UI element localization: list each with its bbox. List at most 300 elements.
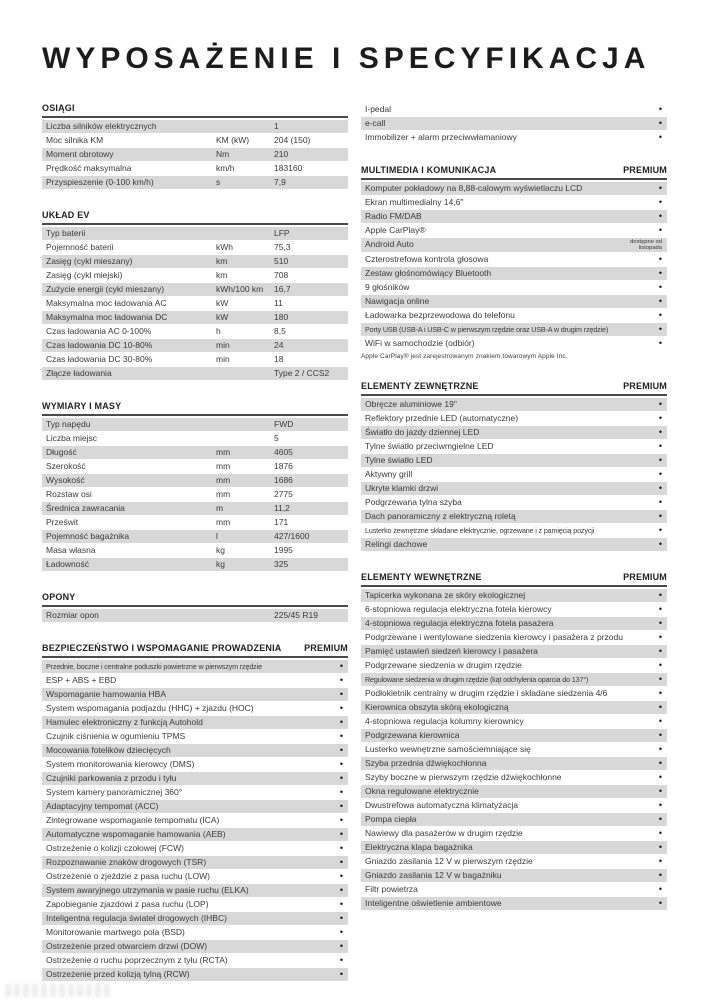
row-value: 204 (150) — [274, 134, 311, 145]
section-title: OSIĄGI — [42, 103, 75, 113]
row-value: 8,5 — [274, 325, 286, 336]
table-row — [361, 224, 667, 237]
row-label: Czujniki parkowania z przodu i tyłu — [46, 772, 177, 783]
row-value: Type 2 / CCS2 — [274, 367, 330, 378]
table-row — [361, 771, 667, 784]
row-label: Rozstaw osi — [46, 488, 92, 499]
row-label: Czujnik ciśnienia w ogumieniu TPMS — [46, 730, 186, 741]
feature-bullet: • — [658, 469, 662, 480]
feature-bullet: • — [339, 815, 343, 825]
row-unit: h — [216, 325, 221, 336]
row-label: System monitorowania kierowcy (DMS) — [46, 758, 195, 769]
section-title: BEZPIECZEŃSTWO I WSPOMAGANIE PROWADZENIA — [42, 643, 282, 653]
row-value: 4605 — [274, 446, 293, 457]
feature-bullet: • — [339, 675, 343, 685]
feature-bullet: • — [339, 661, 343, 671]
table-row — [42, 283, 348, 296]
row-label: Podgrzewana kierownica — [365, 730, 460, 741]
feature-bullet: • — [658, 427, 662, 438]
row-unit: km/h — [216, 162, 235, 173]
row-label: Hamulec elektroniczny z funkcją Autohold — [46, 716, 203, 727]
row-label: Automatyczne wspomaganie hamowania (AEB) — [46, 828, 226, 839]
row-value: 18 — [274, 353, 284, 364]
row-value: FWD — [274, 418, 294, 429]
table-row — [361, 827, 667, 840]
table-row — [361, 196, 667, 209]
feature-bullet: • — [339, 927, 343, 937]
row-value: 180 — [274, 311, 289, 322]
table-row — [361, 267, 667, 280]
feature-bullet: • — [658, 646, 662, 657]
feature-bullet: • — [658, 744, 662, 755]
feature-bullet: • — [339, 787, 343, 797]
feature-bullet: • — [658, 310, 662, 321]
section-title: UKŁAD EV — [42, 210, 90, 220]
feature-bullet: • — [658, 197, 662, 207]
table-row — [42, 418, 348, 431]
table-row — [361, 412, 667, 425]
row-value: 510 — [274, 255, 289, 266]
table-row — [361, 589, 667, 602]
row-value: 1 — [274, 120, 279, 131]
row-label: Wspomaganie hamowania HBA — [46, 688, 167, 699]
section-header — [361, 165, 667, 178]
section-wymiary-i-masy — [42, 401, 348, 571]
row-unit: kWh — [216, 241, 233, 252]
row-label: Elektryczna klapa bagażnika — [365, 842, 473, 853]
section-header — [42, 210, 348, 223]
table-row — [42, 297, 348, 310]
section-title: WYMIARY I MASY — [42, 401, 122, 411]
feature-bullet: • — [339, 703, 343, 713]
row-label: Nawiewy dla pasażerów w drugim rzędzie — [365, 828, 523, 839]
table-row — [42, 516, 348, 529]
row-label: Czterostrefowa kontrola głosowa — [365, 254, 489, 265]
table-row — [42, 940, 348, 953]
section-title: MULTIMEDIA I KOMUNIKACJA — [361, 165, 497, 175]
table-row — [361, 897, 667, 910]
feature-bullet: • — [658, 539, 662, 550]
row-label: Okna regulowane elektrycznie — [365, 786, 479, 797]
table-row — [361, 253, 667, 266]
table-row — [361, 131, 667, 144]
row-label: Inteligentne oświetlenie ambientowe — [365, 898, 502, 909]
row-value: 1686 — [274, 474, 293, 485]
feature-bullet: • — [339, 899, 343, 909]
row-value: 5 — [274, 432, 279, 443]
section-footnote: Apple CarPlay® jest zarejestrowanym znakiem towarowym Apple Inc. — [361, 353, 568, 361]
row-label: Długość — [46, 446, 77, 457]
premium-label: PREMIUM — [623, 165, 667, 175]
row-unit: kW — [216, 311, 229, 322]
row-unit: min — [216, 339, 230, 350]
table-row — [361, 482, 667, 495]
row-label: ESP + ABS + EBD — [46, 674, 117, 685]
feature-bullet: • — [658, 842, 662, 853]
table-row — [361, 210, 667, 223]
feature-bullet: • — [658, 525, 662, 536]
premium-label: PREMIUM — [304, 643, 348, 653]
table-row — [42, 730, 348, 743]
row-label: Przednie, boczne i centralne poduszki powietrzne w pierwszym rzędzie — [46, 661, 262, 671]
row-label: Szyba przednia dźwiękochłonna — [365, 758, 487, 769]
table-row — [42, 758, 348, 771]
section-title: ELEMENTY ZEWNĘTRZNE — [361, 381, 479, 392]
feature-bullet: • — [658, 399, 662, 410]
row-label: Ostrzeżenie o kolizji czołowej (FCW) — [46, 842, 184, 853]
row-label: 4-stopniowa regulacja elektryczna fotela pasażera — [365, 618, 554, 629]
table-row — [42, 502, 348, 515]
row-label: 4-stopniowa regulacja kolumny kierownicy — [365, 716, 524, 727]
feature-bullet: • — [658, 455, 662, 466]
row-label: Gniazdo zasilania 12 V w pierwszym rzędzie — [365, 856, 533, 867]
table-row — [42, 716, 348, 729]
table-row — [42, 800, 348, 813]
table-row — [42, 688, 348, 701]
table-row — [361, 673, 667, 686]
row-label: I-pedal — [365, 103, 391, 114]
row-label: Podłokietnik centralny w drugim rzędzie i składane siedzenia 4/6 — [365, 688, 608, 699]
table-row — [361, 426, 667, 439]
row-value: LFP — [274, 227, 290, 238]
table-row — [361, 309, 667, 322]
section-header — [42, 103, 348, 116]
table-row — [42, 353, 348, 366]
row-label: Masa własna — [46, 544, 96, 555]
table-row — [361, 841, 667, 854]
feature-bullet: • — [658, 511, 662, 522]
section-rule — [42, 414, 348, 416]
row-unit: kg — [216, 558, 225, 569]
section-header — [42, 401, 348, 414]
row-label: Tapicerka wykonana ze skóry ekologicznej — [365, 590, 526, 601]
table-row — [361, 813, 667, 826]
table-row — [361, 281, 667, 294]
row-label: Zapobieganie zjazdowi z pasa ruchu (LOP) — [46, 898, 209, 909]
table-row — [42, 311, 348, 324]
table-row — [42, 856, 348, 869]
feature-bullet: • — [658, 604, 662, 615]
table-row — [361, 799, 667, 812]
table-row — [361, 631, 667, 644]
row-value: 210 — [274, 148, 289, 159]
row-label: Aktywny grill — [365, 469, 413, 480]
row-label: Podgrzewana tylna szyba — [365, 497, 462, 508]
feature-bullet: • — [658, 324, 662, 335]
table-row — [42, 367, 348, 380]
table-row — [42, 674, 348, 687]
table-row — [42, 162, 348, 175]
table-row — [42, 339, 348, 352]
feature-bullet: • — [658, 856, 662, 867]
section-elementy-zewnetrzne — [361, 381, 667, 551]
section-header — [42, 643, 348, 656]
row-value: 171 — [274, 516, 289, 527]
table-row — [42, 120, 348, 133]
row-unit: kW — [216, 297, 229, 308]
feature-bullet: • — [339, 731, 343, 741]
feature-bullet: • — [658, 441, 662, 452]
section-rule — [42, 116, 348, 118]
feature-bullet: • — [339, 941, 343, 951]
premium-label: PREMIUM — [623, 381, 667, 392]
row-label: 6-stopniowa regulacja elektryczna fotela kierowcy — [365, 604, 552, 615]
row-label: Rozpoznawanie znaków drogowych (TSR) — [46, 856, 207, 867]
table-row — [42, 814, 348, 827]
row-label: System wspomagania podjazdu (HHC) + zjazdu (HOC) — [46, 702, 254, 713]
row-label: Rozmiar opon — [46, 609, 99, 620]
row-label: Pompa ciepła — [365, 814, 417, 825]
feature-bullet: • — [658, 413, 662, 424]
row-label: Czas ładowania DC 30-80% — [46, 353, 153, 364]
table-row — [361, 238, 667, 252]
row-label: Średnica zawracania — [46, 502, 125, 513]
feature-bullet: • — [658, 814, 662, 825]
row-label: Zasięg (cykl miejski) — [46, 269, 123, 280]
row-unit: l — [216, 530, 218, 541]
row-value: 427/1600 — [274, 530, 310, 541]
feature-bullet: • — [339, 689, 343, 699]
table-row — [361, 883, 667, 896]
table-row — [361, 617, 667, 630]
table-row — [42, 968, 348, 981]
row-value: 24 — [274, 339, 284, 350]
row-label: Podgrzewane siedzenia w drugim rzędzie — [365, 660, 522, 671]
row-label: Mocowania fotelików dziecięcych — [46, 744, 171, 755]
row-label: Pojemność bagażnika — [46, 530, 130, 541]
row-label: Filtr powietrza — [365, 884, 418, 895]
feature-bullet: • — [658, 282, 662, 293]
feature-bullet: • — [658, 268, 662, 279]
row-label: Immobilizer + alarm przeciwwłamaniowy — [365, 131, 517, 142]
row-label: Liczba miejsc — [46, 432, 98, 443]
section-title: ELEMENTY WEWNĘTRZNE — [361, 572, 482, 583]
feature-bullet: • — [339, 955, 343, 965]
row-label: Typ napędu — [46, 418, 91, 429]
section-bezpieczenstwo-cd — [361, 103, 667, 144]
row-value: 75,3 — [274, 241, 291, 252]
row-label: Prędkość maksymalna — [46, 162, 132, 173]
table-row — [42, 926, 348, 939]
row-label: Android Auto — [365, 239, 414, 250]
row-label: Zasięg (cykl mieszany) — [46, 255, 133, 266]
table-row — [42, 786, 348, 799]
table-row — [361, 398, 667, 411]
feature-bullet: • — [658, 702, 662, 713]
section-header — [42, 592, 348, 605]
feature-bullet: • — [339, 885, 343, 895]
table-row — [42, 176, 348, 189]
row-label: Szerokość — [46, 460, 86, 471]
row-label: Przyspieszenie (0-100 km/h) — [46, 176, 154, 187]
feature-bullet: • — [658, 800, 662, 811]
section-title: OPONY — [42, 592, 76, 602]
row-label: Ładowność — [46, 558, 90, 569]
row-value: 183160 — [274, 162, 303, 173]
row-label: Czas ładowania DC 10-80% — [46, 339, 153, 350]
row-label: Prześwit — [46, 516, 79, 527]
section-opony — [42, 592, 348, 622]
row-unit: mm — [216, 474, 231, 485]
row-label: Kierownica obszyta skórą ekologiczną — [365, 702, 509, 713]
table-row — [42, 241, 348, 254]
row-label: Ostrzeżenie przed kolizją tylną (RCW) — [46, 968, 190, 979]
row-label: Ostrzeżenie przed otwarciem drzwi (DOW) — [46, 940, 208, 951]
section-elementy-wewnetrzne — [361, 572, 667, 910]
section-header — [361, 381, 667, 394]
table-row — [361, 524, 667, 537]
row-label: Lusterko zewnętrzne składane elektrycznie, ogrzewane i z pamięcią pozycji — [365, 526, 595, 536]
row-label: Maksymalna moc ładowania AC — [46, 297, 167, 308]
row-value: 11,2 — [274, 502, 290, 513]
feature-bullet: • — [658, 828, 662, 839]
feature-bullet: • — [658, 772, 662, 783]
feature-bullet: • — [339, 857, 343, 867]
row-label: Gniazdo zasilania 12 V w bagażniku — [365, 870, 502, 881]
table-row — [361, 295, 667, 308]
row-value: 2775 — [274, 488, 293, 499]
row-label: Nawigacja online — [365, 296, 430, 307]
right-column — [361, 103, 667, 931]
table-row — [42, 134, 348, 147]
feature-bullet: • — [339, 969, 343, 979]
table-row — [42, 828, 348, 841]
table-row — [42, 558, 348, 571]
table-row — [361, 743, 667, 756]
row-label: Szyby boczne w pierwszym rzędzie dźwiękochłonne — [365, 772, 562, 783]
table-row — [361, 440, 667, 453]
watermark — [5, 984, 111, 997]
row-label: Czas ładowania AC 0-100% — [46, 325, 152, 336]
table-row — [361, 510, 667, 523]
feature-bullet: • — [339, 759, 343, 769]
section-uklad-ev — [42, 210, 348, 380]
feature-bullet: • — [658, 497, 662, 508]
table-row — [361, 337, 667, 350]
feature-bullet: • — [658, 730, 662, 741]
table-row — [42, 842, 348, 855]
table-row — [361, 468, 667, 481]
row-label: Adaptacyjny tempomat (ACC) — [46, 800, 159, 811]
row-label: Ekran multimedialny 14,6" — [365, 196, 464, 207]
table-row — [42, 148, 348, 161]
row-unit: mm — [216, 460, 231, 471]
row-unit: s — [216, 176, 221, 187]
table-row — [361, 117, 667, 130]
table-row — [42, 474, 348, 487]
table-row — [42, 954, 348, 967]
table-row — [361, 715, 667, 728]
row-label: Dwustrefowa automatyczna klimatyzacja — [365, 800, 519, 811]
table-row — [361, 855, 667, 868]
table-row — [42, 702, 348, 715]
row-label: Maksymalna moc ładowania DC — [46, 311, 168, 322]
row-value: 1876 — [274, 460, 293, 471]
row-label: WiFi w samochodzie (odbiór) — [365, 338, 475, 349]
table-row — [42, 898, 348, 911]
table-row — [42, 870, 348, 883]
row-label: Pamięć ustawień siedzeń kierowcy i pasażera — [365, 646, 538, 657]
row-label: Obręcze aluminiowe 19" — [365, 399, 457, 410]
row-label: e-call — [365, 117, 386, 128]
row-label: Komputer pokładowy na 8,88-calowym wyświetlaczu LCD — [365, 182, 583, 193]
section-bezpieczenstwo — [42, 643, 348, 981]
table-row — [42, 255, 348, 268]
row-label: Wysokość — [46, 474, 85, 485]
row-label: Zużycie energii (cykl mieszany) — [46, 283, 165, 294]
feature-bullet: • — [658, 716, 662, 727]
availability-note: dostępne od listopada — [630, 239, 662, 252]
section-osiagi — [42, 103, 348, 189]
feature-bullet: • — [339, 717, 343, 727]
table-row — [42, 772, 348, 785]
feature-bullet: • — [339, 913, 343, 923]
feature-bullet: • — [658, 632, 662, 643]
row-label: Reflektory przednie LED (automatyczne) — [365, 413, 519, 424]
feature-bullet: • — [658, 786, 662, 797]
row-label: System kamery panoramicznej 360° — [46, 786, 183, 797]
table-row — [42, 460, 348, 473]
table-row — [42, 744, 348, 757]
table-row — [42, 227, 348, 240]
row-label: Liczba silników elektrycznych — [46, 120, 157, 131]
row-label: 9 głośników — [365, 282, 410, 293]
table-row — [361, 323, 667, 336]
row-unit: km — [216, 269, 228, 280]
row-unit: mm — [216, 488, 231, 499]
row-label: Lusterko wewnętrzne samościemniające się — [365, 744, 531, 755]
section-header — [361, 572, 667, 585]
row-unit: KM (kW) — [216, 134, 250, 145]
row-value: 7,9 — [274, 176, 286, 187]
feature-bullet: • — [658, 898, 662, 909]
feature-bullet: • — [658, 590, 662, 601]
table-row — [361, 785, 667, 798]
feature-bullet: • — [658, 225, 662, 235]
row-value: 16,7 — [274, 283, 291, 294]
row-label: Tylne światło LED — [365, 455, 433, 466]
section-multimedia — [361, 165, 667, 360]
row-unit: km — [216, 255, 228, 266]
row-label: Typ baterii — [46, 227, 86, 238]
feature-bullet: • — [658, 660, 662, 671]
feature-bullet: • — [658, 104, 662, 114]
feature-bullet: • — [658, 483, 662, 494]
table-row — [361, 182, 667, 195]
row-value: 1995 — [274, 544, 293, 555]
feature-bullet: • — [658, 338, 662, 349]
feature-bullet: • — [658, 132, 662, 142]
row-label: System awaryjnego utrzymania w pasie ruchu (ELKA) — [46, 884, 249, 895]
feature-bullet: • — [658, 688, 662, 699]
feature-bullet: • — [658, 674, 662, 685]
table-row — [42, 884, 348, 897]
feature-bullet: • — [658, 618, 662, 629]
row-unit: mm — [216, 516, 231, 527]
section-rule — [361, 585, 667, 587]
table-row — [42, 446, 348, 459]
table-row — [42, 432, 348, 445]
table-row — [361, 701, 667, 714]
section-rule — [361, 394, 667, 396]
row-label: Radio FM/DAB — [365, 210, 422, 221]
feature-bullet: • — [339, 871, 343, 881]
page-title: WYPOSAŻENIE I SPECYFIKACJA — [42, 42, 651, 75]
row-label: Ładowarka bezprzewodowa do telefonu — [365, 310, 515, 321]
row-label: Moment obrotowy — [46, 148, 114, 159]
row-label: Ostrzeżenie o zjeździe z pasa ruchu (LOW) — [46, 870, 210, 881]
table-row — [42, 544, 348, 557]
